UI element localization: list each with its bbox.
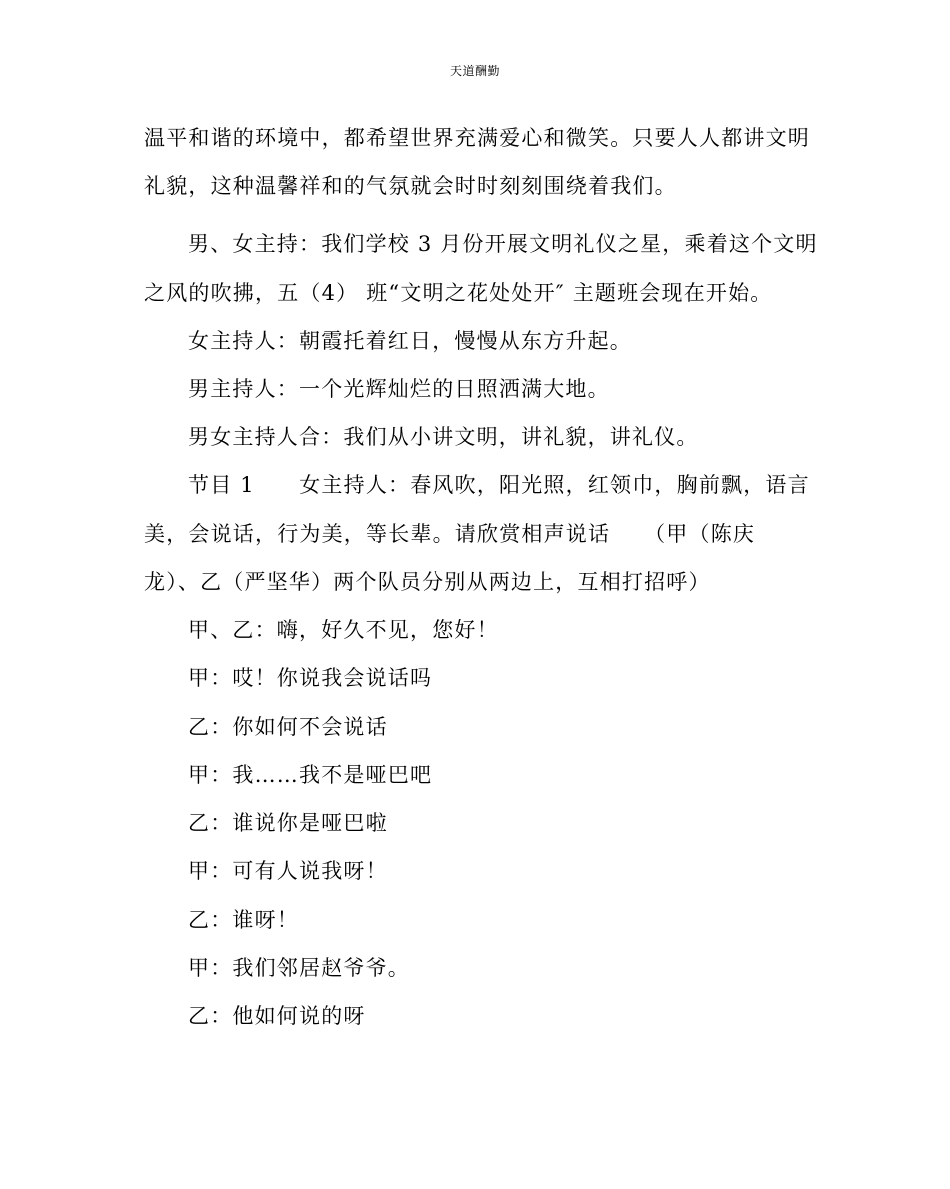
dialogue-line: 甲：可有人说我呀！ <box>188 859 388 883</box>
dialogue-line: 甲、乙：嗨，好久不见，您好！ <box>188 618 499 642</box>
paragraph-line: 男女主持人合：我们从小讲文明，讲礼貌，讲礼仪。 <box>188 425 699 449</box>
paragraph-line: 男主持人：一个光辉灿烂的日照洒满大地。 <box>188 377 610 401</box>
paragraph-line: 温平和谐的环境中，都希望世界充满爱心和微笑。只要人人都讲文明 <box>144 126 810 150</box>
paragraph-line: 男、女主持：我们学校 3 月份开展文明礼仪之星，乘着这个文明 <box>188 232 818 256</box>
paragraph-line: 女主持人：朝霞托着红日，慢慢从东方升起。 <box>188 329 632 353</box>
dialogue-line: 乙：谁呀！ <box>188 908 299 932</box>
paragraph-line: 之风的吹拂，五（4） 班“文明之花处处开″ 主题班会现在开始。 <box>144 281 773 305</box>
paragraph-line: 礼貌，这种温馨祥和的气氛就会时时刻刻围绕着我们。 <box>144 174 677 198</box>
paragraph-line: 龙）、乙（严坚华）两个队员分别从两边上，互相打招呼） <box>144 570 711 594</box>
dialogue-line: 甲：哎！你说我会说话吗 <box>188 666 433 690</box>
paragraph-line: 节目 1 女主持人：春风吹，阳光照，红领巾，胸前飘，语言 <box>188 473 810 497</box>
dialogue-line: 乙：谁说你是哑巴啦 <box>188 811 388 835</box>
dialogue-line: 甲：我……我不是哑巴吧 <box>188 763 433 787</box>
paragraph-line: 美，会说话，行为美，等长辈。请欣赏相声说话 （甲（陈庆 <box>144 522 756 546</box>
page-header: 天道酬勤 <box>449 64 500 78</box>
dialogue-line: 乙：他如何说的呀 <box>188 1004 366 1028</box>
dialogue-line: 乙：你如何不会说话 <box>188 715 388 739</box>
dialogue-line: 甲：我们邻居赵爷爷。 <box>188 956 410 980</box>
